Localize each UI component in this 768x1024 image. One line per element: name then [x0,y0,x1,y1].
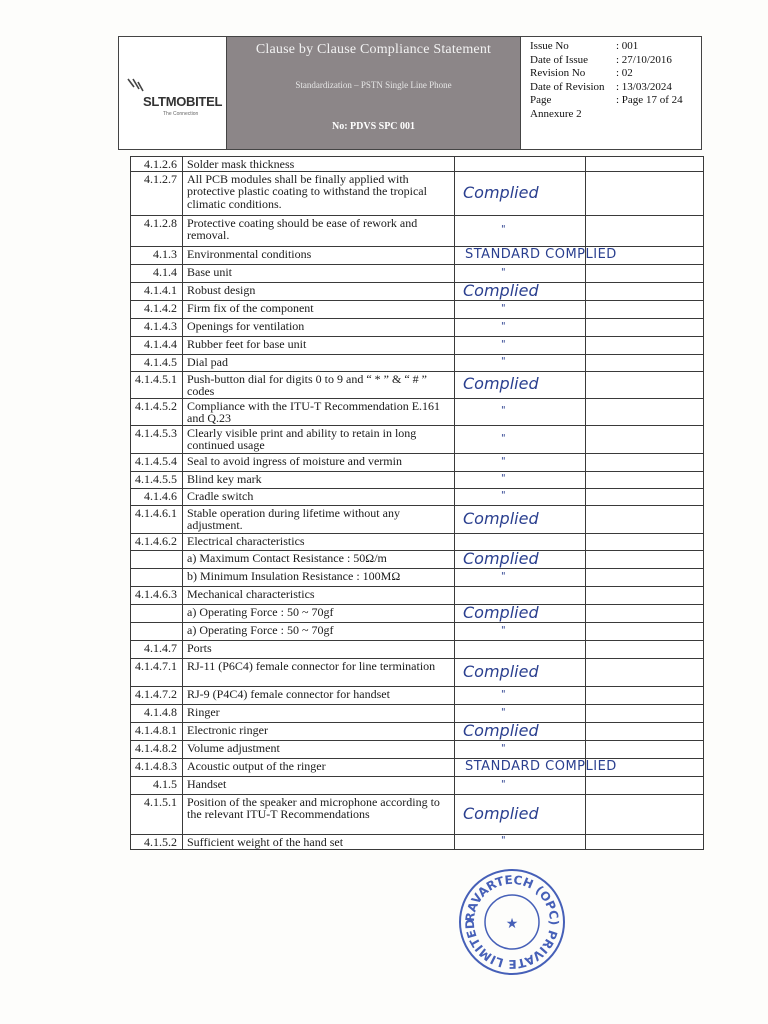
table-row [131,505,704,533]
clause-description: Environmental conditions [183,246,455,264]
table-row [131,740,704,758]
table-row [131,488,704,505]
clause-description: Blind key mark [183,471,455,488]
clause-number: 4.1.4.3 [131,318,183,336]
remarks-cell [586,704,704,722]
compliance-note: " [455,318,586,336]
seal-star-icon: ★ [505,917,519,932]
remarks-cell [586,318,704,336]
clause-description: Position of the speaker and microphone according to the relevant ITU-T Recommendations [183,794,455,834]
clause-number: 4.1.4.6 [131,488,183,505]
table-row [131,640,704,658]
table-row [131,215,704,246]
remarks-cell [586,398,704,425]
compliance-note: " [455,300,586,318]
remarks-cell [586,505,704,533]
document-header [118,36,702,150]
compliance-note: STANDARD COMPLIED [455,758,586,776]
meta-row [530,54,701,68]
clause-number: 4.1.4.5 [131,354,183,371]
clause-number: 4.1.4.2 [131,300,183,318]
company-seal [456,866,568,978]
table-row [131,568,704,586]
clause-description: Sufficient weight of the hand set [183,834,455,849]
clause-description: Volume adjustment [183,740,455,758]
table-row [131,318,704,336]
clause-description: Rubber feet for base unit [183,336,455,354]
clause-number [131,622,183,640]
clause-number: 4.1.2.7 [131,171,183,215]
remarks-cell [586,471,704,488]
table-row [131,776,704,794]
company-seal-icon [456,866,568,978]
table-row [131,453,704,471]
compliance-note: " [455,488,586,505]
compliance-note: " [455,776,586,794]
clause-description: Handset [183,776,455,794]
logo-tagline: The Connection [163,111,199,117]
table-row [131,246,704,264]
clause-number: 4.1.4.8.2 [131,740,183,758]
clause-number: 4.1.4.6.2 [131,533,183,550]
compliance-note: Complied [455,171,586,215]
clause-number: 4.1.4.6.3 [131,586,183,604]
clause-number: 4.1.4.7.1 [131,658,183,686]
remarks-cell [586,722,704,740]
remarks-cell [586,776,704,794]
remarks-cell [586,215,704,246]
remarks-cell [586,300,704,318]
compliance-note: Complied [455,282,586,300]
compliance-note: Complied [455,550,586,568]
remarks-cell [586,371,704,398]
meta-label: Annexure 2 [530,107,582,120]
remarks-cell [586,550,704,568]
clause-description: Push-button dial for digits 0 to 9 and “ * ” & “ # ” codes [183,371,455,398]
clause-number: 4.1.4.8 [131,704,183,722]
clause-number: 4.1.4.5.5 [131,471,183,488]
clause-description: Compliance with the ITU-T Recommendation E.161 and Q.23 [183,398,455,425]
compliance-note [455,640,586,658]
meta-row [530,67,701,81]
clause-description: Cradle switch [183,488,455,505]
remarks-cell [586,157,704,172]
meta-value: : 02 [616,67,633,80]
remarks-cell [586,171,704,215]
meta-value: : Page 17 of 24 [616,94,683,107]
header-meta [521,37,701,149]
compliance-note: " [455,398,586,425]
clause-number [131,568,183,586]
clause-number: 4.1.4.6.1 [131,505,183,533]
table-row [131,686,704,704]
compliance-note: " [455,264,586,282]
table-row [131,471,704,488]
clause-description: b) Minimum Insulation Resistance : 100MΩ [183,568,455,586]
logo-text: SLTMOBITEL [143,94,223,109]
compliance-note: Complied [455,371,586,398]
document-subtitle: Standardization – PSTN Single Line Phone [295,80,452,90]
clause-description: Protective coating should be ease of rework and removal. [183,215,455,246]
clause-number: 4.1.4.5.4 [131,453,183,471]
clause-description: Ports [183,640,455,658]
compliance-note: " [455,215,586,246]
remarks-cell [586,568,704,586]
clause-description: Electronic ringer [183,722,455,740]
meta-value: : 13/03/2024 [616,80,672,93]
clause-description: Clearly visible print and ability to retain in long continued usage [183,425,455,453]
compliance-note: " [455,336,586,354]
table-row [131,604,704,622]
clause-description: RJ-9 (P4C4) female connector for handset [183,686,455,704]
table-row [131,622,704,640]
compliance-note: " [455,568,586,586]
clause-description: a) Maximum Contact Resistance : 50Ω/m [183,550,455,568]
clause-number: 4.1.5.2 [131,834,183,849]
remarks-cell [586,794,704,834]
compliance-note [455,157,586,172]
table-row [131,533,704,550]
meta-row [530,94,701,108]
table-row [131,425,704,453]
clause-number: 4.1.2.6 [131,157,183,172]
remarks-cell [586,425,704,453]
remarks-cell [586,586,704,604]
clause-number: 4.1.4.7 [131,640,183,658]
compliance-note: " [455,453,586,471]
table-row [131,264,704,282]
clause-description: Robust design [183,282,455,300]
remarks-cell [586,282,704,300]
svg-text:RAVARTECH (OPC) PRIVATE LIMITE: RAVARTECH (OPC) PRIVATE LIMITED [462,872,562,972]
table-row [131,354,704,371]
meta-label: Date of Revision [530,80,605,93]
table-row [131,586,704,604]
clause-number [131,550,183,568]
clause-description: All PCB modules shall be finally applied with protective plastic coating to withstand the tropical climatic conditions. [183,171,455,215]
clause-description: Acoustic output of the ringer [183,758,455,776]
clause-number: 4.1.5.1 [131,794,183,834]
compliance-note: STANDARD COMPLIED [455,246,586,264]
clause-description: Base unit [183,264,455,282]
table-row [131,282,704,300]
clause-number: 4.1.4.5.1 [131,371,183,398]
compliance-note: Complied [455,794,586,834]
clause-description: Ringer [183,704,455,722]
clause-description: RJ-11 (P6C4) female connector for line termination [183,658,455,686]
clause-number: 4.1.4.5.2 [131,398,183,425]
remarks-cell [586,533,704,550]
table-row [131,171,704,215]
clause-description: Openings for ventilation [183,318,455,336]
table-row [131,704,704,722]
table-row [131,834,704,849]
compliance-note: " [455,740,586,758]
clause-description: Seal to avoid ingress of moisture and vermin [183,453,455,471]
clause-description: Mechanical characteristics [183,586,455,604]
clause-number: 4.1.3 [131,246,183,264]
remarks-cell [586,640,704,658]
remarks-cell [586,354,704,371]
clause-number: 4.1.4.5.3 [131,425,183,453]
table-row [131,300,704,318]
compliance-note: " [455,425,586,453]
compliance-note [455,533,586,550]
table-row [131,157,704,172]
table-row [131,794,704,834]
compliance-note: Complied [455,722,586,740]
compliance-note: " [455,354,586,371]
remarks-cell [586,488,704,505]
clause-number: 4.1.4.4 [131,336,183,354]
clause-description: a) Operating Force : 50 ~ 70gf [183,604,455,622]
clause-number: 4.1.5 [131,776,183,794]
clause-description: Dial pad [183,354,455,371]
compliance-note: " [455,622,586,640]
table-row [131,758,704,776]
table-row [131,398,704,425]
table-row [131,550,704,568]
remarks-cell [586,264,704,282]
clause-description: Solder mask thickness [183,157,455,172]
meta-value: : 001 [616,40,639,52]
compliance-note: Complied [455,505,586,533]
table-row [131,722,704,740]
compliance-note: " [455,471,586,488]
table-row [131,336,704,354]
compliance-note: " [455,834,586,849]
clause-number: 4.1.4.8.3 [131,758,183,776]
meta-row [530,81,701,95]
clause-number: 4.1.4.8.1 [131,722,183,740]
clause-description: a) Operating Force : 50 ~ 70gf [183,622,455,640]
clause-number [131,604,183,622]
clause-description: Electrical characteristics [183,533,455,550]
remarks-cell [586,622,704,640]
compliance-note: " [455,686,586,704]
remarks-cell [586,336,704,354]
meta-label: Date of Issue [530,53,589,66]
clause-description: Stable operation during lifetime without any adjustment. [183,505,455,533]
remarks-cell [586,658,704,686]
clause-number: 4.1.4.1 [131,282,183,300]
remarks-cell [586,740,704,758]
clause-number: 4.1.4.7.2 [131,686,183,704]
remarks-cell [586,834,704,849]
clause-number: 4.1.4 [131,264,183,282]
compliance-note: " [455,704,586,722]
compliance-table [130,156,704,850]
compliance-note: Complied [455,604,586,622]
remarks-cell [586,604,704,622]
remarks-cell [586,686,704,704]
logo-cell [119,37,227,149]
remarks-cell [586,453,704,471]
compliance-note: Complied [455,658,586,686]
document-title: Clause by Clause Compliance Statement [255,42,492,57]
clause-number: 4.1.2.8 [131,215,183,246]
meta-label: Page [530,94,552,107]
meta-row [530,40,701,54]
meta-value: : 27/10/2016 [616,53,672,66]
clause-description: Firm fix of the component [183,300,455,318]
document-number: No: PDVS SPC 001 [331,121,416,132]
table-row [131,658,704,686]
compliance-note [455,586,586,604]
meta-row [530,108,701,122]
table-row [131,371,704,398]
header-title-cell [227,37,521,149]
meta-label: Revision No [530,67,586,80]
meta-label: Issue No [530,40,569,52]
